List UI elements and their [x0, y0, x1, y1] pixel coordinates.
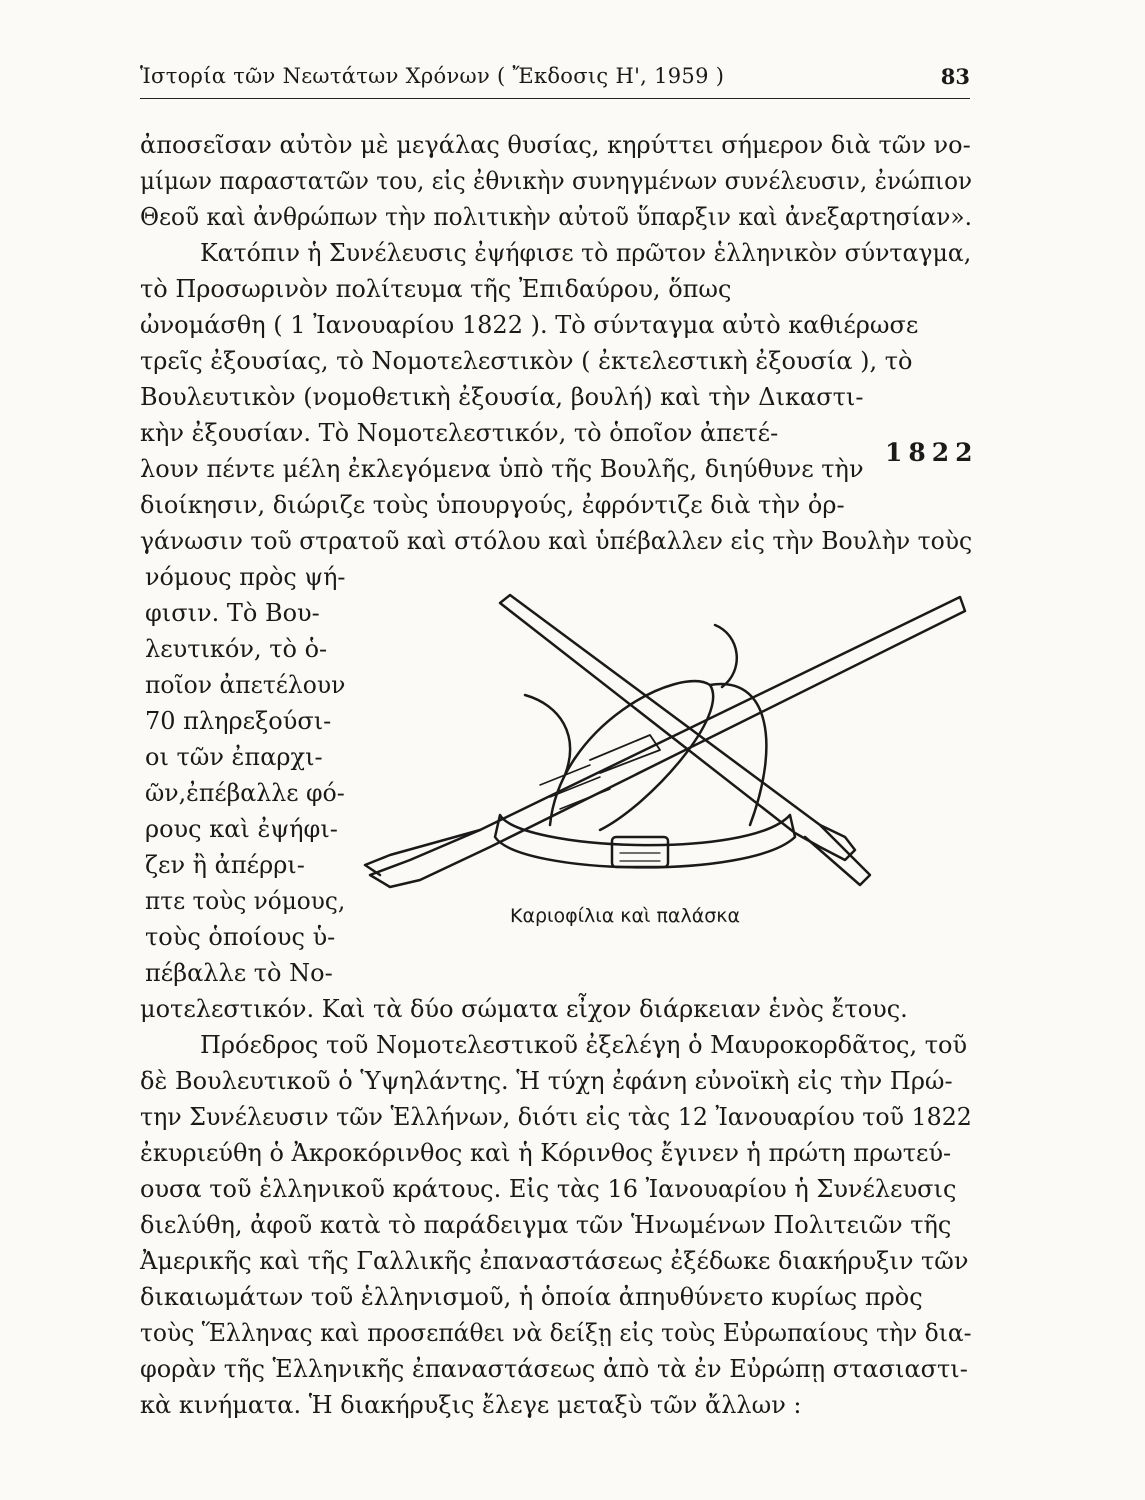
text-line: πέβαλλε τὸ Νο-	[145, 959, 333, 987]
text-line: μίμων παραστατῶν του, εἰς ἐθνικὴν συνηγμένων συνέλευσιν, ἐνώπιον	[140, 167, 973, 195]
text-line: τὸ Προσωρινὸν πολίτευμα τῆς Ἐπιδαύρου, ὅπως	[140, 275, 732, 303]
illustration-caption: Καριοφίλια καὶ παλάσκα	[510, 905, 740, 927]
text-line: πτε τοὺς νόμους,	[145, 887, 346, 915]
text-line: Βουλευτικὸν (νομοθετικὴ ἐξουσία, βουλή) καὶ τὴν Δικαστι-	[140, 383, 864, 411]
text-line: ὠνομάσθη ( 1 Ἰανουαρίου 1822 ). Τὸ σύνταγμα αὐτὸ καθιέρωσε	[140, 311, 919, 339]
text-line: Ἀμερικῆς καὶ τῆς Γαλλικῆς ἐπαναστάσεως ἐξέδωκε διακήρυξιν τῶν	[140, 1247, 969, 1275]
text-line: διοίκησιν, διώριζε τοὺς ὑπουργούς, ἐφρόντιζε διὰ τὴν ὀρ-	[140, 491, 845, 519]
book-title: Ἱστορία τῶν Νεωτάτων Χρόνων ( Ἔκδοσις Η', 1959 )	[140, 64, 725, 88]
text-line: δὲ Βουλευτικοῦ ὁ Ὑψηλάντης. Ἡ τύχη ἐφάνη εὐνοϊκὴ εἰς τὴν Πρώ-	[140, 1067, 953, 1095]
text-line: νόμους πρὸς ψή-	[145, 563, 346, 591]
text-line: 70 πληρεξούσι-	[145, 707, 332, 735]
text-line: κὴν ἐξουσίαν. Τὸ Νομοτελεστικόν, τὸ ὁποῖον ἀπετέ-	[140, 419, 779, 447]
text-line: ζεν ἢ ἀπέρρι-	[145, 851, 305, 879]
crossed-rifles-illustration	[350, 575, 970, 915]
text-line: φισιν. Τὸ Βου-	[145, 599, 320, 627]
text-line: ουσα τοῦ ἑλληνικοῦ κράτους. Εἰς τὰς 16 Ἰανουαρίου ἡ Συνέλευσις	[140, 1175, 957, 1203]
text-line: δικαιωμάτων τοῦ ἑλληνισμοῦ, ἡ ὁποία ἀπηυθύνετο κυρίως πρὸς	[140, 1283, 923, 1311]
page-number: 83	[940, 64, 970, 89]
text-line: κὰ κινήματα. Ἡ διακήρυξις ἔλεγε μεταξὺ τῶν ἄλλων :	[140, 1391, 802, 1419]
text-line: φορὰν τῆς Ἑλληνικῆς ἐπαναστάσεως ἀπὸ τὰ ἐν Εὐρώπῃ στασιαστι-	[140, 1355, 968, 1383]
text-line: τοὺς Ἕλληνας καὶ προσεπάθει νὰ δείξῃ εἰς τοὺς Εὐρωπαίους τὴν δια-	[140, 1319, 972, 1347]
text-line: ποῖον ἀπετέλουν	[145, 671, 346, 699]
text-line: γάνωσιν τοῦ στρατοῦ καὶ στόλου καὶ ὑπέβαλλεν εἰς τὴν Βουλὴν τοὺς	[140, 527, 973, 555]
text-line: ἐκυριεύθη ὁ Ἀκροκόρινθος καὶ ἡ Κόρινθος ἔγινεν ἡ πρώτη πρωτεύ-	[140, 1139, 952, 1167]
text-line: τρεῖς ἐξουσίας, τὸ Νομοτελεστικὸν ( ἐκτελεστικὴ ἐξουσία ), τὸ	[140, 347, 913, 375]
running-header	[140, 62, 970, 99]
text-line: λουν πέντε μέλη ἐκλεγόμενα ὑπὸ τῆς Βουλῆς, διηύθυνε τὴν	[140, 455, 864, 483]
text-line: Πρόεδρος τοῦ Νομοτελεστικοῦ ἐξελέγη ὁ Μαυροκορδᾶτος, τοῦ	[200, 1031, 968, 1059]
text-line: Θεοῦ καὶ ἀνθρώπων τὴν πολιτικὴν αὐτοῦ ὕπαρξιν καὶ ἀνεξαρτησίαν».	[140, 203, 972, 231]
text-line: λευτικόν, τὸ ὁ-	[145, 635, 328, 663]
text-line: ρους καὶ ἐψήφι-	[145, 815, 338, 843]
text-line: Κατόπιν ἡ Συνέλευσις ἐψήφισε τὸ πρῶτον ἑλληνικὸν σύνταγμα,	[200, 239, 972, 267]
text-line: ἀποσεῖσαν αὐτὸν μὲ μεγάλας θυσίας, κηρύττει σήμερον διὰ τῶν νο-	[140, 131, 971, 159]
margin-year: 1822	[885, 438, 979, 467]
text-line: την Συνέλευσιν τῶν Ἑλλήνων, διότι εἰς τὰς 12 Ἰανουαρίου τοῦ 1822	[140, 1103, 972, 1131]
text-line: τοὺς ὁποίους ὑ-	[145, 923, 336, 951]
text-line: οι τῶν ἐπαρχι-	[145, 743, 323, 771]
text-line: ῶν,ἐπέβαλλε φό-	[145, 779, 345, 807]
text-line: διελύθη, ἀφοῦ κατὰ τὸ παράδειγμα τῶν Ἡνωμένων Πολιτειῶν τῆς	[140, 1211, 952, 1239]
text-line: μοτελεστικόν. Καὶ τὰ δύο σώματα εἶχον διάρκειαν ἑνὸς ἔτους.	[140, 995, 908, 1023]
rifle-left-to-right	[500, 595, 855, 860]
